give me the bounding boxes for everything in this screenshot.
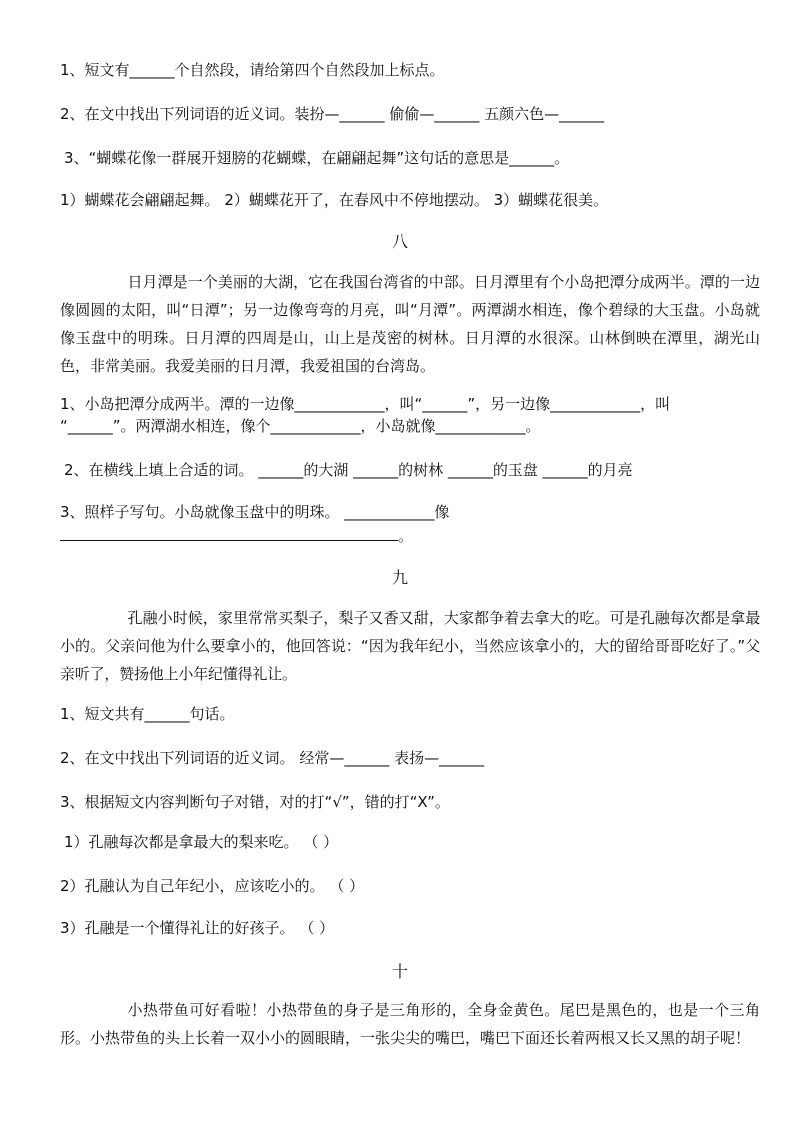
section-8-passage: 日月潭是一个美丽的大湖，它在我国台湾省的中部。日月潭里有个小岛把潭分成两半。潭的一边像圆圆的太阳，叫“日潭”；另一边像弯弯的月亮，叫“月潭”。两潭湖水相连，像个碧绿的大玉盘。小岛就像玉盘中的明珠。日月潭的四周是山，山上是茂密的树林。日月潭的水很深。山林倒映在潭里，湖光山色，非常美丽。我爱美丽的日月潭，我爱祖国的台湾岛。: [60, 273, 760, 375]
s7-question-3: 3、“蝴蝶花像一群展开翅膀的花蝴蝶，在翩翩起舞”这句话的意思是______。: [64, 149, 570, 167]
s9-judge-1: 1）孔融每次都是拿最大的梨来吃。 （ ）: [64, 833, 339, 851]
s7-question-3-options: 1）蝴蝶花会翩翩起舞。 2）蝴蝶花开了，在春风中不停地摆动。 3）蝴蝶花很美。: [60, 191, 609, 209]
s9-question-3: 3、根据短文内容判断句子对错，对的打“√”，错的打“X”。: [60, 793, 450, 811]
s9-question-2: 2、在文中找出下列词语的近义词。 经常—______ 表扬—______: [60, 749, 485, 767]
s8-question-1-line-1: 1、小岛把潭分成两半。潭的一边像____________，叫“______”，另一边像____________，叫: [60, 395, 671, 413]
s8-question-2: 2、在横线上填上合适的词。 ______的大湖 ______的树林 ______的玉盘 ______的月亮: [64, 461, 633, 479]
answer-blank-line: [60, 526, 398, 541]
section-10-heading: 十: [391, 962, 408, 981]
section-8-heading: 八: [391, 232, 408, 251]
s8-question-3-line-1: 3、照样子写句。小岛就像玉盘中的明珠。 ____________像: [60, 503, 450, 521]
s8-question-3-period: 。: [398, 527, 414, 545]
section-9-heading: 九: [391, 568, 408, 587]
s7-question-1: 1、短文有______个自然段，请给第四个自然段加上标点。: [60, 61, 445, 79]
s8-question-3-line-2: [60, 526, 760, 546]
s9-judge-3: 3）孔融是一个懂得礼让的好孩子。 （ ）: [60, 919, 335, 937]
section-9-passage: 孔融小时候，家里常常买梨子，梨子又香又甜，大家都争着去拿大的吃。可是孔融每次都是拿最小的。父亲问他为什么要拿小的，他回答说：“因为我年纪小，当然应该拿小的，大的留给哥哥吃好了。”父亲听了，赞扬他上小年纪懂得礼让。: [60, 609, 760, 683]
s8-question-1-line-2: “______”。两潭湖水相连，像个____________，小岛就像____________。: [60, 417, 541, 435]
s9-question-1: 1、短文共有______句话。: [60, 705, 235, 723]
s9-judge-2: 2）孔融认为自己年纪小，应该吃小的。 （ ）: [60, 877, 365, 895]
s7-question-2: 2、在文中找出下列词语的近义词。装扮—______ 偷偷—______ 五颜六色—______: [60, 105, 605, 123]
section-10-passage: 小热带鱼可好看啦！小热带鱼的身子是三角形的，全身金黄色。尾巴是黑色的，也是一个三角形。小热带鱼的头上长着一双小小的圆眼睛，一张尖尖的嘴巴，嘴巴下面还长着两根又长又黑的胡子呢！: [60, 1001, 760, 1047]
